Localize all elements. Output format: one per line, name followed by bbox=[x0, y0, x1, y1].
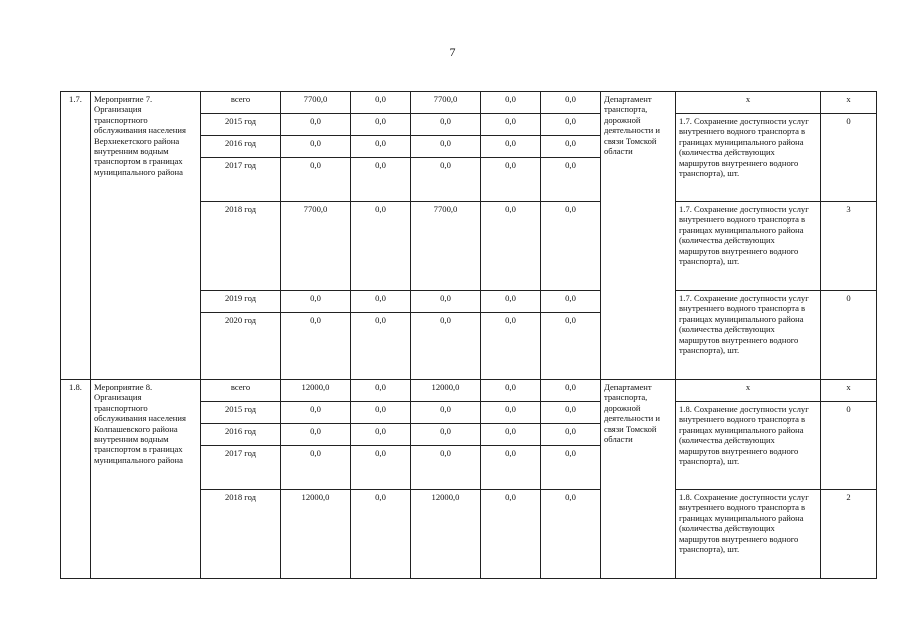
value-cell: 0,0 bbox=[281, 446, 351, 490]
year-label: 2016 год bbox=[201, 424, 281, 446]
value-cell: 7700,0 bbox=[281, 202, 351, 291]
year-label: 2016 год bbox=[201, 136, 281, 158]
indicator-text: x bbox=[676, 92, 821, 114]
indicator-value: x bbox=[821, 380, 877, 402]
indicator-text: x bbox=[676, 380, 821, 402]
value-cell: 0,0 bbox=[481, 92, 541, 114]
value-cell: 0,0 bbox=[481, 313, 541, 380]
indicator-value: 0 bbox=[821, 114, 877, 202]
value-cell: 0,0 bbox=[411, 446, 481, 490]
value-cell: 0,0 bbox=[351, 136, 411, 158]
indicator-value: 0 bbox=[821, 402, 877, 490]
year-label: 2015 год bbox=[201, 114, 281, 136]
value-cell: 0,0 bbox=[351, 424, 411, 446]
value-cell: 0,0 bbox=[541, 114, 601, 136]
value-cell: 0,0 bbox=[351, 114, 411, 136]
value-cell: 0,0 bbox=[481, 490, 541, 579]
indicator-value: 3 bbox=[821, 202, 877, 291]
value-cell: 0,0 bbox=[281, 158, 351, 202]
value-cell: 0,0 bbox=[351, 202, 411, 291]
value-cell: 0,0 bbox=[351, 291, 411, 313]
executor: Департамент транспорта, дорожной деятельности и связи Томской области bbox=[601, 380, 676, 579]
indicator-text: 1.7. Сохранение доступности услуг внутреннего водного транспорта в границах муниципального района (количества действующих маршрутов внутреннего водного транспорта), шт. bbox=[676, 291, 821, 380]
value-cell: 12000,0 bbox=[281, 380, 351, 402]
value-cell: 0,0 bbox=[351, 490, 411, 579]
value-cell: 0,0 bbox=[541, 490, 601, 579]
value-cell: 0,0 bbox=[541, 424, 601, 446]
executor: Департамент транспорта, дорожной деятельности и связи Томской области bbox=[601, 92, 676, 380]
year-label: 2017 год bbox=[201, 158, 281, 202]
value-cell: 0,0 bbox=[541, 313, 601, 380]
value-cell: 0,0 bbox=[411, 291, 481, 313]
value-cell: 0,0 bbox=[411, 136, 481, 158]
measure-name: Мероприятие 8. Организация транспортного обслуживания населения Колпашевского района внутренним водным транспортом в границах муниципального района bbox=[91, 380, 201, 579]
value-cell: 0,0 bbox=[541, 92, 601, 114]
indicator-value: x bbox=[821, 92, 877, 114]
indicator-value: 2 bbox=[821, 490, 877, 579]
value-cell: 7700,0 bbox=[411, 202, 481, 291]
value-cell: 0,0 bbox=[541, 202, 601, 291]
value-cell: 0,0 bbox=[541, 402, 601, 424]
measure-number: 1.7. bbox=[61, 92, 91, 380]
value-cell: 0,0 bbox=[541, 446, 601, 490]
program-table bbox=[60, 91, 877, 579]
year-label: всего bbox=[201, 380, 281, 402]
year-label: 2018 год bbox=[201, 202, 281, 291]
indicator-text: 1.8. Сохранение доступности услуг внутреннего водного транспорта в границах муниципального района (количества действующих маршрутов внутреннего водного транспорта), шт. bbox=[676, 490, 821, 579]
indicator-text: 1.7. Сохранение доступности услуг внутреннего водного транспорта в границах муниципального района (количества действующих маршрутов внутреннего водного транспорта), шт. bbox=[676, 114, 821, 202]
year-label: всего bbox=[201, 92, 281, 114]
value-cell: 7700,0 bbox=[411, 92, 481, 114]
value-cell: 0,0 bbox=[541, 380, 601, 402]
value-cell: 0,0 bbox=[351, 402, 411, 424]
value-cell: 0,0 bbox=[481, 424, 541, 446]
value-cell: 0,0 bbox=[411, 424, 481, 446]
value-cell: 0,0 bbox=[351, 446, 411, 490]
year-label: 2020 год bbox=[201, 313, 281, 380]
value-cell: 0,0 bbox=[541, 136, 601, 158]
year-label: 2015 год bbox=[201, 402, 281, 424]
value-cell: 0,0 bbox=[411, 313, 481, 380]
value-cell: 12000,0 bbox=[281, 490, 351, 579]
value-cell: 0,0 bbox=[351, 92, 411, 114]
year-label: 2018 год bbox=[201, 490, 281, 579]
measure-name: Мероприятие 7. Организация транспортного обслуживания населения Верхнекетского района внутренним водным транспортом в границах муниципального района bbox=[91, 92, 201, 380]
value-cell: 0,0 bbox=[281, 313, 351, 380]
value-cell: 0,0 bbox=[351, 380, 411, 402]
year-label: 2019 год bbox=[201, 291, 281, 313]
value-cell: 0,0 bbox=[351, 158, 411, 202]
value-cell: 0,0 bbox=[481, 402, 541, 424]
indicator-value: 0 bbox=[821, 291, 877, 380]
value-cell: 7700,0 bbox=[281, 92, 351, 114]
indicator-text: 1.8. Сохранение доступности услуг внутреннего водного транспорта в границах муниципального района (количества действующих маршрутов внутреннего водного транспорта), шт. bbox=[676, 402, 821, 490]
value-cell: 0,0 bbox=[281, 136, 351, 158]
value-cell: 0,0 bbox=[541, 158, 601, 202]
value-cell: 0,0 bbox=[481, 136, 541, 158]
value-cell: 0,0 bbox=[481, 380, 541, 402]
measure-number: 1.8. bbox=[61, 380, 91, 579]
value-cell: 0,0 bbox=[481, 114, 541, 136]
value-cell: 0,0 bbox=[541, 291, 601, 313]
value-cell: 0,0 bbox=[351, 313, 411, 380]
table-row bbox=[61, 92, 877, 114]
value-cell: 0,0 bbox=[481, 202, 541, 291]
value-cell: 0,0 bbox=[411, 114, 481, 136]
value-cell: 0,0 bbox=[281, 114, 351, 136]
value-cell: 0,0 bbox=[481, 158, 541, 202]
value-cell: 12000,0 bbox=[411, 380, 481, 402]
value-cell: 0,0 bbox=[411, 402, 481, 424]
page-number: 7 bbox=[449, 45, 456, 59]
table-row bbox=[61, 380, 877, 402]
indicator-text: 1.7. Сохранение доступности услуг внутреннего водного транспорта в границах муниципального района (количества действующих маршрутов внутреннего водного транспорта), шт. bbox=[676, 202, 821, 291]
value-cell: 0,0 bbox=[281, 402, 351, 424]
value-cell: 0,0 bbox=[481, 446, 541, 490]
value-cell: 0,0 bbox=[411, 158, 481, 202]
value-cell: 0,0 bbox=[281, 424, 351, 446]
value-cell: 12000,0 bbox=[411, 490, 481, 579]
value-cell: 0,0 bbox=[281, 291, 351, 313]
year-label: 2017 год bbox=[201, 446, 281, 490]
value-cell: 0,0 bbox=[481, 291, 541, 313]
